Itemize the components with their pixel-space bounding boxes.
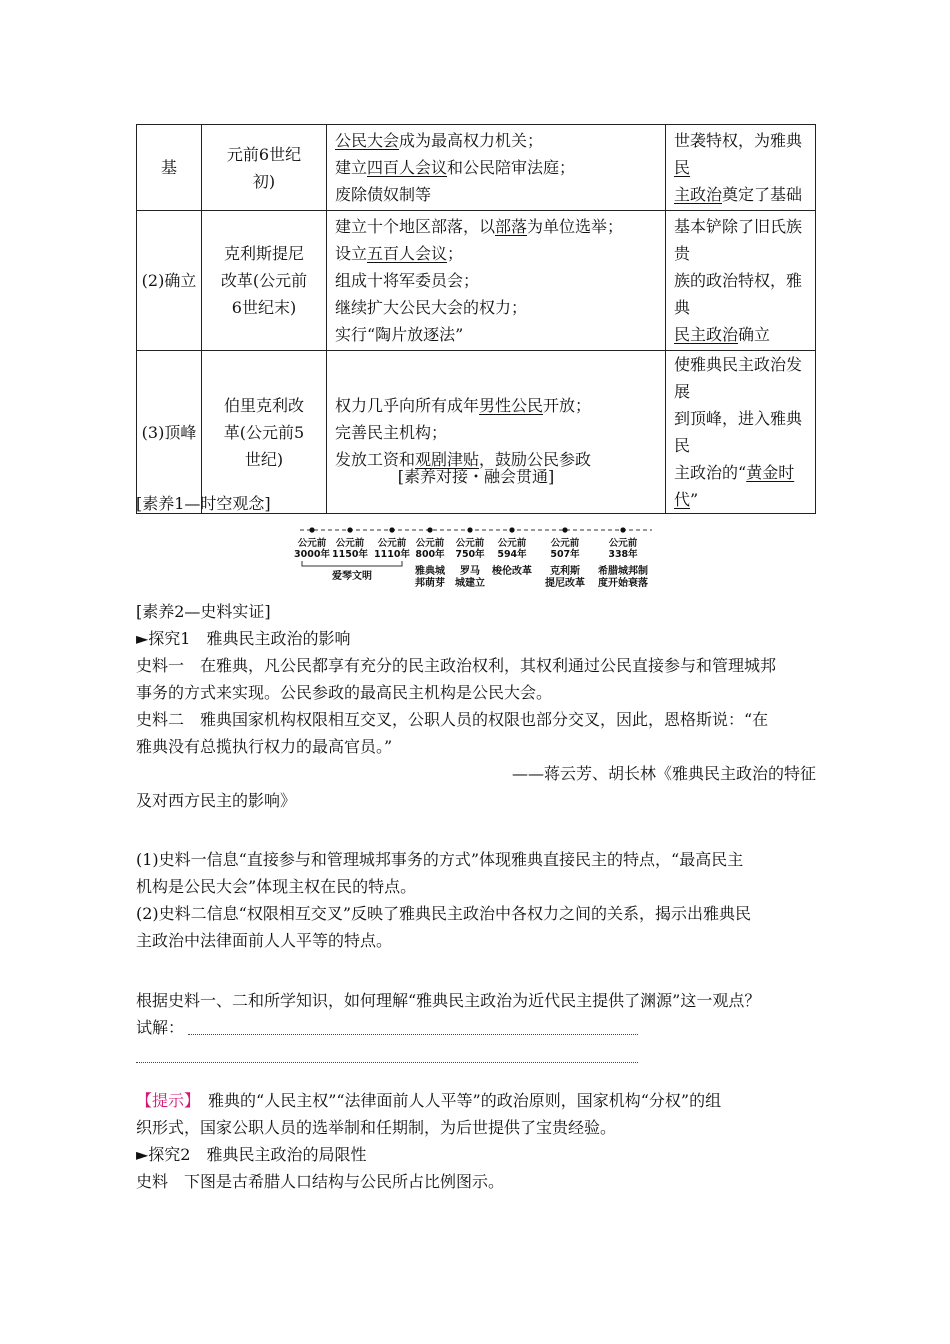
table-row [137,125,816,211]
timeline-event-label: 希腊城邦制 [598,566,648,577]
measure-line [335,392,657,419]
text-segment: 奠定了基础 [722,185,803,204]
hint-text: 雅典的“人民主权”“法律面前人人平等”的政治原则，国家机构“分权”的组 [192,1091,722,1110]
timeline-event-label: 爱琴文明 [332,571,372,582]
stage-cell: 基 [137,125,202,211]
timeline-date-bottom: 338年 [608,549,638,560]
text-segment: 建立 [335,158,368,177]
source-1-line-2: 事务的方式来实现。公民参政的最高民主机构是公民大会。 [136,683,553,702]
text-segment: 权力几乎向所有成年 [335,395,480,415]
timeline-dot [389,527,394,532]
info-1-line-1: (1)史料一信息“直接参与和管理城邦事务的方式”体现雅典直接民主的特点，“最高民主 [136,850,744,869]
text-segment: 组成十将军委员会； [335,271,480,290]
reform-line: 革(公元前5 [223,422,305,442]
effect-line [674,351,807,405]
reform-line: 改革(公元前 [220,271,308,290]
timeline-dot [427,527,432,532]
measure-line [335,267,657,294]
stage-cell: (3)顶峰 [137,351,202,514]
reform-cell [202,211,327,351]
text-segment: 到顶峰，进入雅典民 [674,409,803,455]
measure-line [335,154,657,181]
citation-line-1: ——蒋云芳、胡长林《雅典民主政治的特征 [511,764,816,783]
timeline-dot [467,527,472,532]
text-segment: 确立 [738,325,771,344]
timeline-event-label: 提尼改革 [545,578,585,589]
source-3-text: 史料 下图是古希腊人口结构与公民所占比例图示。 [136,1172,505,1191]
section-heading: [素养对接・融会贯通] [397,467,555,486]
info-2-line-1: (2)史料二信息“权限相互交叉”反映了雅典民主政治中各权力之间的关系，揭示出雅典民 [136,904,752,923]
timeline-date-top: 公元前 [455,538,485,549]
text-segment: ，鼓励公民参政 [479,449,592,469]
timeline-dot [309,527,314,532]
timeline-date-bottom: 750年 [455,549,485,560]
timeline-event-label: 克利斯 [550,566,580,577]
timeline-diagram [290,520,660,596]
measure-line [335,213,657,240]
timeline-date-bottom: 1150年 [332,549,368,560]
text-segment: 主政治的“ [674,463,747,482]
timeline-date-top: 公元前 [550,538,580,549]
text-segment: 世袭特权，为雅典 [674,131,803,150]
literacy-1-label: [素养1—时空观念] [136,494,271,513]
stage-cell: (2)确立 [137,211,202,351]
underlined-term: 男性公民 [479,395,544,415]
effect-line [674,321,807,348]
effect-line [674,127,807,181]
timeline-event-label: 罗马 [460,566,480,577]
timeline-event-label: 邦萌芽 [415,578,445,589]
timeline-date-bottom: 594年 [497,549,527,560]
text-segment: 废除债奴制等 [335,185,432,204]
timeline-date-top: 公元前 [608,538,638,549]
text-segment: 成为最高权力机关； [399,131,544,150]
timeline-date-top: 公元前 [377,538,407,549]
hint-label: 【提示】 [136,1091,193,1110]
measures-cell [327,211,666,351]
text-segment: 开放； [543,395,592,415]
source-2-line-1: 史料二 雅典国家机构权限相互交叉，公职人员的权限也部分交叉，因此，恩格斯说：“在 [136,710,769,729]
reform-line: 初) [252,171,276,191]
try-label: 试解： [136,1018,185,1037]
effect-cell [666,211,816,351]
text-segment: 实行“陶片放逐法” [335,325,464,344]
reform-line: 6世纪末) [231,298,297,317]
effect-line [674,181,807,208]
text-segment: 使雅典民主政治发展 [674,355,803,401]
hint-line-1 [136,1087,816,1114]
underlined-term: 民主政治 [674,325,739,344]
info-1-line-2: 机构是公民大会”体现主权在民的特点。 [136,877,417,896]
info-2-line-2: 主政治中法律面前人人平等的特点。 [136,931,393,950]
underlined-term: 黄金时 [746,463,795,482]
answer-line-2[interactable] [136,1062,638,1063]
underlined-term: 观剧津贴 [415,449,480,469]
text-segment: 为单位选举； [527,217,624,236]
measure-line [335,419,657,446]
explore-1-title: ►探究1 雅典民主政治的影响 [136,629,351,648]
text-segment: 基本铲除了旧氏族贵 [674,217,803,263]
timeline-dot [509,527,514,532]
timeline-date-top: 公元前 [335,538,365,549]
underlined-term: 主政治 [674,185,723,204]
underlined-term: 部落 [495,217,528,236]
text-segment: ” [690,490,699,509]
literacy-2-label: [素养2—史料实证] [136,602,271,621]
underlined-term: 公民大会 [335,131,400,150]
text-segment: 建立十个地区部落，以 [335,217,496,236]
measure-line [335,240,657,267]
measures-cell [327,125,666,211]
text-segment: 设立 [335,244,368,263]
underlined-term: 民 [674,158,691,177]
measure-line [335,127,657,154]
reform-table [136,124,816,514]
timeline-date-top: 公元前 [415,538,445,549]
text-segment: 完善民主机构； [335,422,448,442]
explore-2-title: ►探究2 雅典民主政治的局限性 [136,1145,367,1164]
timeline-date-bottom: 1110年 [374,549,410,560]
timeline-date-top: 公元前 [297,538,327,549]
measure-line [335,321,657,348]
timeline-date-bottom: 800年 [415,549,445,560]
timeline-event-label: 城建立 [455,578,485,589]
effect-line [674,213,807,267]
timeline-dot [620,527,625,532]
citation-line-2: 及对西方民主的影响》 [136,791,297,810]
measure-line [335,294,657,321]
answer-line-1[interactable] [188,1034,638,1035]
underlined-term: 五百人会议 [367,244,448,263]
hint-line-2: 织形式，国家公职人员的选举制和任期制，为后世提供了宝贵经验。 [136,1118,617,1137]
source-1-line-1: 史料一 在雅典，凡公民都享有充分的民主政治权利，其权利通过公民直接参与和管理城邦 [136,656,777,675]
timeline-date-top: 公元前 [497,538,527,549]
timeline-date-bottom: 507年 [550,549,580,560]
effect-line [674,405,807,459]
text-segment: 发放工资和 [335,449,416,469]
table-row [137,211,816,351]
text-segment: 继续扩大公民大会的权力； [335,298,528,317]
timeline-dot [347,527,352,532]
underlined-term: 四百人会议 [367,158,448,177]
reform-line: 元前6世纪 [226,144,302,164]
text-segment: 和公民陪审法庭； [447,158,576,177]
reform-line: 伯里克利改 [223,395,304,415]
aegean-bracket [302,561,402,566]
timeline-event-label: 度开始衰落 [598,578,648,589]
measure-line [335,181,657,208]
source-2-line-2: 雅典没有总揽执行权力的最高官员。” [136,737,393,756]
timeline-event-label: 雅典城 [415,566,445,577]
reform-cell [202,125,327,211]
question-text: 根据史料一、二和所学知识，如何理解“雅典民主政治为近代民主提供了渊源”这一观点？ [136,991,761,1010]
timeline-event-label: 梭伦改革 [492,566,532,577]
underlined-term: 代 [674,490,691,509]
text-segment: 族的政治特权，雅典 [674,271,803,317]
text-segment: ； [447,244,464,263]
reform-line: 世纪) [244,449,284,469]
reform-line: 克利斯提尼 [223,244,304,263]
timeline-date-bottom: 3000年 [294,549,330,560]
timeline-dot [562,527,567,532]
effect-line [674,267,807,321]
effect-cell [666,125,816,211]
